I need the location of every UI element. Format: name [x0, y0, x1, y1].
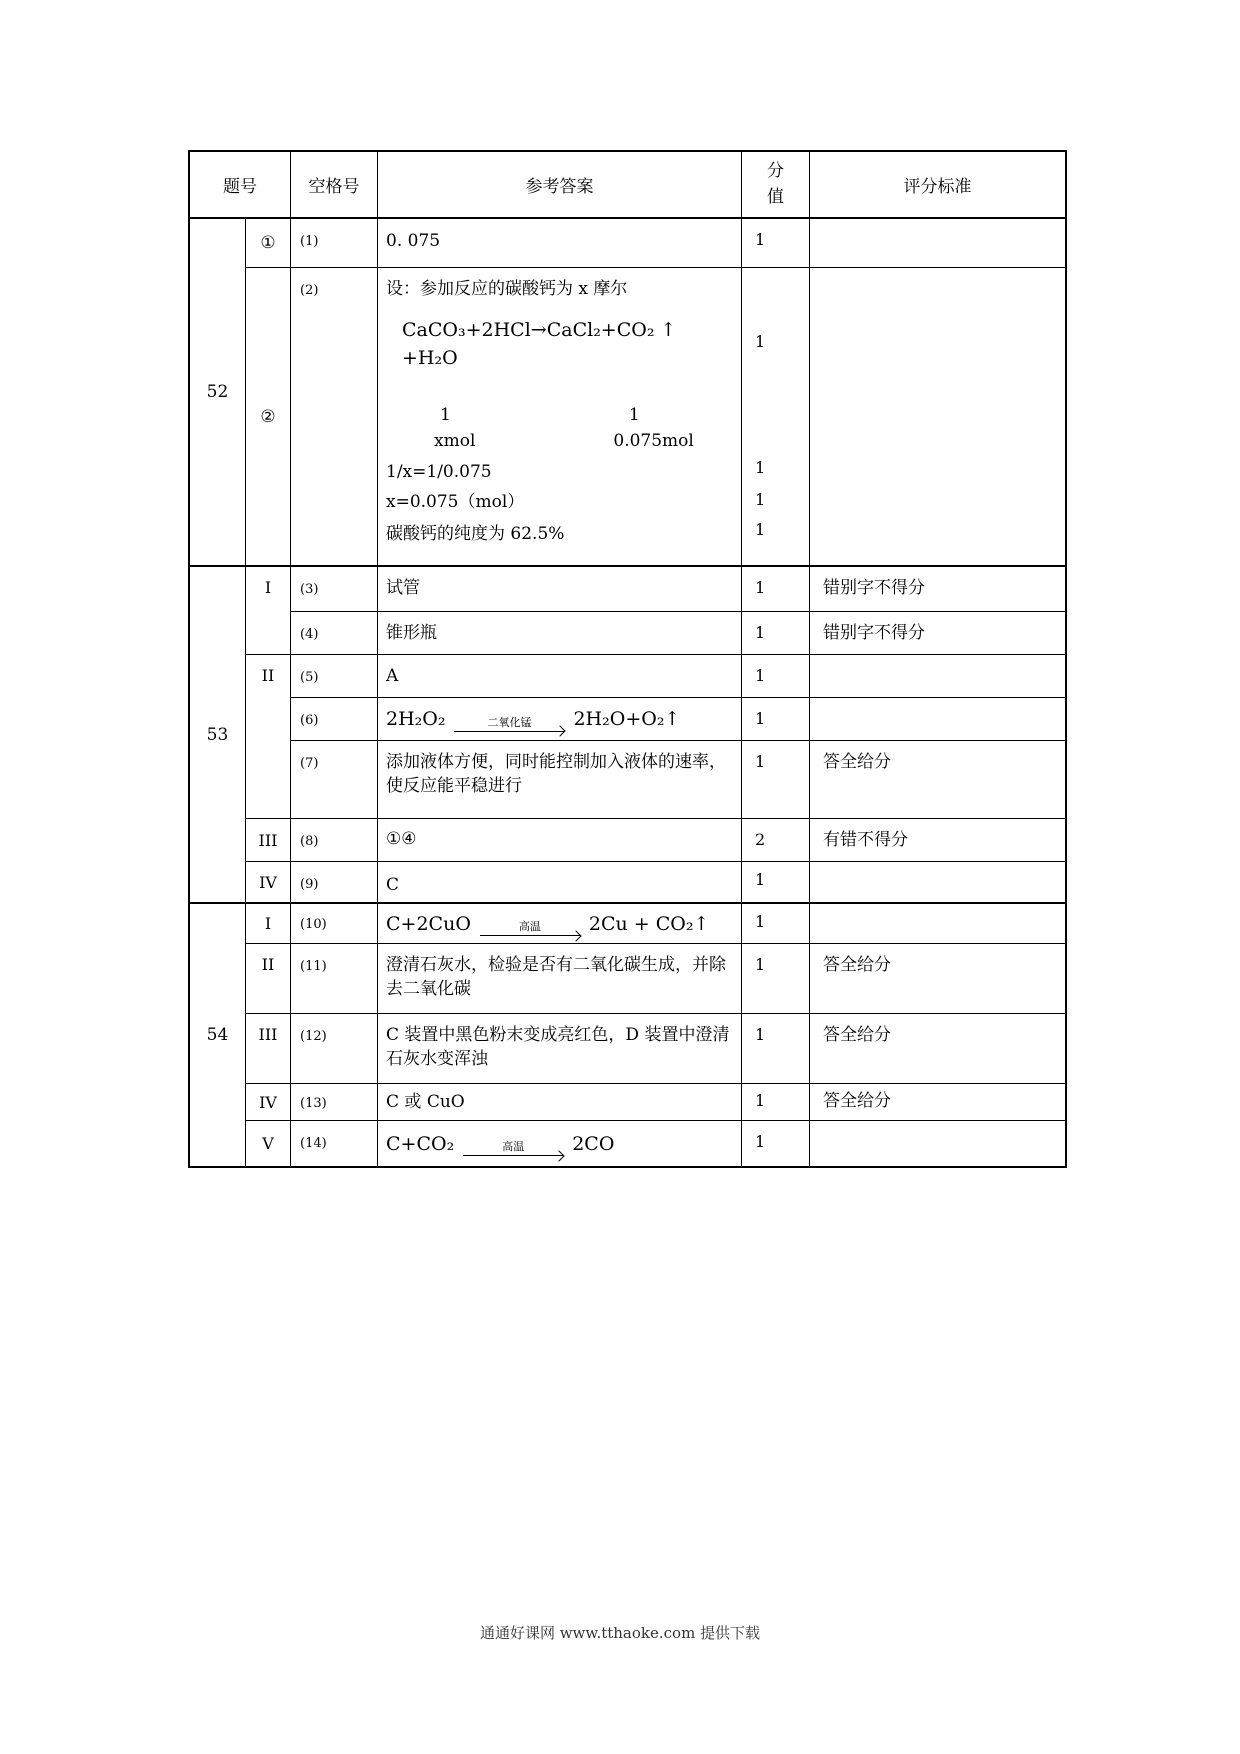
subgroup-column-53	[246, 567, 291, 902]
score-cell: 1	[742, 219, 810, 267]
answer-cell: C	[378, 862, 742, 902]
score-cell: 2	[742, 819, 810, 861]
subgroup-label-II: II	[246, 655, 290, 819]
subgroup-label-II: II	[246, 944, 290, 1014]
score-cell: 1	[742, 567, 810, 611]
header-reference-answer: 参考答案	[378, 152, 742, 217]
subgroup-label-I: I	[246, 567, 290, 655]
reaction-condition-arrow-icon	[480, 921, 580, 936]
table-row	[291, 944, 1065, 1014]
subgroup-label-I: I	[246, 904, 290, 944]
header-grading-criteria: 评分标准	[903, 177, 972, 197]
answer-cell: C 或 CuO	[378, 1084, 742, 1120]
blank-number-cell: (2)	[291, 268, 378, 565]
table-row	[291, 219, 1065, 268]
answer-cell	[378, 698, 742, 740]
equation-left-side: 2H₂O₂	[386, 708, 446, 730]
criteria-cell	[810, 698, 1065, 740]
calculation-line: 1/x=1/0.075	[386, 462, 492, 482]
equation-left-side: C+CO₂	[386, 1132, 455, 1155]
answer-cell: 0. 075	[378, 219, 742, 267]
criteria-cell	[810, 1121, 1065, 1166]
answer-key-table	[188, 150, 1067, 1168]
blank-number-cell: (12)	[291, 1014, 378, 1083]
question-number-54: 54	[190, 904, 246, 1166]
blank-number-cell: (4)	[291, 612, 378, 654]
table-row	[291, 741, 1065, 819]
blank-number-cell: (5)	[291, 655, 378, 697]
score-cell: 1	[742, 1084, 810, 1120]
answer-cell: 添加液体方便，同时能控制加入液体的速率，使反应能平稳进行	[378, 741, 742, 818]
table-row	[291, 567, 1065, 612]
calculation-line: 碳酸钙的纯度为 62.5%	[386, 524, 565, 544]
criteria-cell: 答全给分	[823, 1025, 891, 1045]
criteria-cell	[810, 268, 1065, 565]
answer-cell: ①④	[378, 819, 742, 861]
equation-right-side: 2Cu + CO₂↑	[588, 912, 710, 935]
subgroup-label-2: ②	[260, 406, 276, 427]
blank-number-cell: (8)	[291, 819, 378, 861]
header-score-value	[742, 152, 810, 217]
question-number-52: 52	[190, 219, 246, 565]
arrow-shaft	[480, 935, 580, 936]
criteria-cell: 答全给分	[823, 1091, 891, 1111]
blank-number-cell: (6)	[291, 698, 378, 740]
table-row	[291, 862, 1065, 902]
reaction-condition: 高温	[518, 920, 541, 933]
section-question-52	[190, 219, 1065, 567]
table-row	[291, 1084, 1065, 1121]
answer-cell: 试管	[378, 567, 742, 611]
table-row	[291, 268, 1065, 565]
blank-number-cell: (14)	[291, 1121, 378, 1166]
score-cell: 1	[742, 698, 810, 740]
subgroup-label-1: ①	[246, 219, 290, 268]
blank-number-cell: (7)	[291, 741, 378, 818]
score-cell: 1	[742, 612, 810, 654]
score-cell: 1	[742, 862, 810, 902]
equation-right-side: 2CO	[572, 1132, 615, 1155]
blank-number-cell: (13)	[291, 1084, 378, 1120]
question-number-53: 53	[190, 567, 246, 902]
score-cell: 1	[742, 1014, 810, 1083]
subgroup-label-V: V	[262, 1134, 274, 1153]
criteria-cell: 有错不得分	[823, 830, 908, 850]
reaction-condition: 高温	[502, 1140, 525, 1153]
table-row	[291, 612, 1065, 655]
criteria-cell: 错别字不得分	[823, 623, 925, 643]
blank-number-cell: (11)	[291, 944, 378, 1013]
mole-amount-line: xmol 0.075mol	[434, 431, 694, 451]
table-row	[291, 698, 1065, 741]
arrow-shaft	[454, 731, 564, 732]
answer-cell	[378, 1121, 742, 1166]
answer-cell	[378, 904, 742, 943]
header-question-number: 题号	[190, 152, 291, 217]
table-row	[291, 1121, 1065, 1166]
table-row	[291, 1014, 1065, 1084]
section-question-54	[190, 904, 1065, 1166]
equation-left-side: C+2CuO	[386, 912, 471, 935]
score-cell: 1 1 1 1	[742, 268, 810, 565]
subgroup-column-54	[246, 904, 291, 1166]
reaction-condition-arrow-icon	[454, 717, 564, 732]
section-question-53	[190, 567, 1065, 904]
criteria-cell: 答全给分	[823, 955, 891, 975]
subgroup-label-III: III	[246, 819, 290, 862]
blank-number-cell: (1)	[291, 219, 378, 267]
subgroup-label-III: III	[246, 1014, 290, 1084]
blank-number-cell: (10)	[291, 904, 378, 943]
reaction-condition: 二氧化锰	[487, 715, 532, 729]
answer-cell: 澄清石灰水，检验是否有二氧化碳生成，并除去二氧化碳	[378, 944, 742, 1013]
answer-cell: A	[378, 655, 742, 697]
subgroup-label-IV: IV	[259, 872, 277, 892]
blank-number-cell: (3)	[291, 567, 378, 611]
header-score-line1: 分	[767, 161, 784, 181]
page-footer: 通通好课网 www.tthaoke.com 提供下载	[479, 1624, 761, 1642]
score-cell: 1	[742, 1121, 810, 1166]
table-header-row	[190, 152, 1065, 219]
score-cell: 1	[742, 655, 810, 697]
subgroup-column-52	[246, 219, 291, 565]
arrow-shaft	[463, 1155, 563, 1156]
equation-right-side: 2H₂O+O₂↑	[573, 708, 681, 730]
criteria-cell	[810, 219, 1065, 267]
criteria-cell	[810, 862, 1065, 902]
criteria-cell	[810, 655, 1065, 697]
criteria-cell	[810, 904, 1065, 943]
chemical-equation: CaCO₃+2HCl→CaCl₂+CO₂ ↑ +H₂O	[402, 319, 677, 369]
header-score-line2: 值	[767, 186, 784, 207]
answer-cell: 锥形瓶	[378, 612, 742, 654]
table-row	[291, 904, 1065, 944]
score-cell: 1	[742, 741, 810, 818]
table-row	[291, 819, 1065, 862]
criteria-cell: 错别字不得分	[823, 578, 925, 598]
subgroup-label-IV: IV	[246, 1084, 290, 1121]
criteria-cell: 答全给分	[823, 752, 891, 772]
answer-cell: C 装置中黑色粉末变成亮红色，D 装置中澄清石灰水变浑浊	[378, 1014, 742, 1083]
table-row	[291, 655, 1065, 698]
score-cell: 1	[742, 904, 810, 943]
reaction-condition-arrow-icon	[463, 1141, 563, 1156]
solution-line-assumption: 设：参加反应的碳酸钙为 x 摩尔	[386, 279, 628, 299]
blank-number-cell: (9)	[291, 862, 378, 902]
mole-ratio-line: 1 1	[440, 405, 640, 425]
header-blank-number: 空格号	[291, 152, 378, 217]
calculation-line: x=0.075（mol）	[386, 492, 525, 512]
score-cell: 1	[742, 944, 810, 1013]
answer-cell	[378, 268, 742, 565]
